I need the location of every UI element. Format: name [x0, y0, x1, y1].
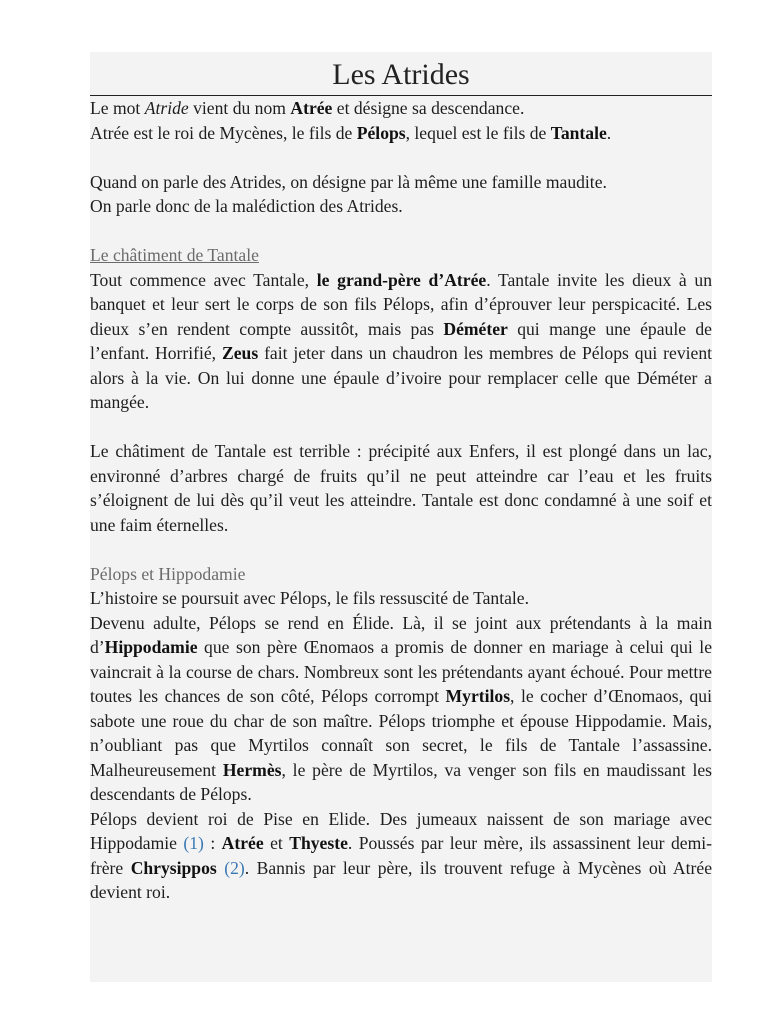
section-heading-tantale: Le châtiment de Tantale [90, 245, 259, 265]
footnote-ref-2[interactable]: (2) [224, 857, 245, 878]
intro-line-4: On parle donc de la malédiction des Atrides. [90, 196, 403, 216]
intro-line-2: Atrée est le roi de Mycènes, le fils de Pélops, lequel est le fils de Tantale. [90, 122, 612, 143]
page-title: Les Atrides [332, 58, 470, 91]
paragraph-pelops-hippodamie: Devenu adulte, Pélops se rend en Élide. Là, il se joint aux prétendants à la main d’Hippodamie que son père Œnomaos a promis de donner en mariage à celui qui le vaincrait à la course de chars. Nombreux sont les prétendants ayant échoué. Pour mettre toutes les chances de son côté, Pélops corrompt Myrtilos, le cocher d’Œnomaos, qui sabote une roue du char de son maître. Pélops triomphe et épouse Hippodamie. Mais, n’oubliant pas que Myrtilos connaît son secret, le fils de Tantale l’assassine. Malheureusement Hermès, le père de Myrtilos, va venger son fils en maudissant les descendants de Pélops. [90, 612, 712, 804]
document-page [90, 52, 712, 982]
paragraph-pelops-king: Pélops devient roi de Pise en Elide. Des jumeaux naissent de son mariage avec Hippodamie (1) : Atrée et Thyeste. Poussés par leur mère, ils assassinent leur demi-frère Chrysippos (2). Bannis par leur père, ils trouvent refuge à Mycènes où Atrée devient roi. [90, 808, 713, 902]
intro-line-1: Le mot Atride vient du nom Atrée et désigne sa descendance. [90, 98, 525, 118]
section-heading-pelops: Pélops et Hippodamie [90, 563, 246, 584]
paragraph-tantale-banquet: Tout commence avec Tantale, le grand-père d’Atrée. Tantale invite les dieux à un banquet et leur sert le corps de son fils Pélops, afin d’éprouver leur perspicacité. Les dieux s’en rendent compte aussitôt, mais pas Déméter qui mange une épaule de l’enfant. Horrifié, Zeus fait jeter dans un chaudron les membres de Pélops qui revient alors à la vie. On lui donne une épaule d’ivoire pour remplacer celle que Déméter a mangée. [90, 269, 713, 412]
paragraph-tantale-punishment: Le châtiment de Tantale est terrible : précipité aux Enfers, il est plongé dans un lac, environné d’arbres chargé de fruits qu’il ne peut atteindre car l’eau et les fruits s’éloignent de lui dès qu’il veut les atteindre. Tantale est donc condamné à une soif et une faim éternelles. [90, 441, 712, 535]
footnote-ref-1[interactable]: (1) [183, 833, 204, 853]
intro-line-3: Quand on parle des Atrides, on désigne par là même une famille maudite. [90, 171, 607, 192]
document-body [90, 96, 712, 905]
paragraph-pelops-intro: L’histoire se poursuit avec Pélops, le fils ressuscité de Tantale. [90, 588, 530, 608]
